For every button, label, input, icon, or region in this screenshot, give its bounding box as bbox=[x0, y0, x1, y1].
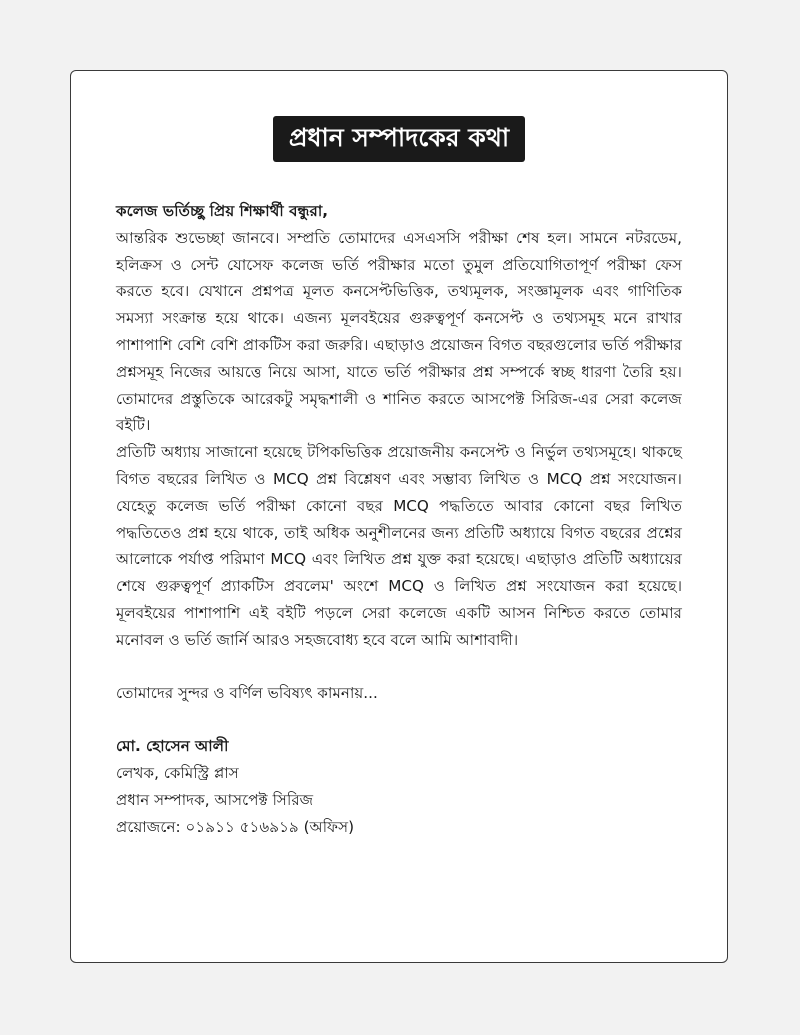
author-role-writer: লেখক, কেমিস্ট্রি প্লাস bbox=[116, 763, 239, 782]
author-role-editor: প্রধান সম্পাদক, আসপেক্ট সিরিজ bbox=[116, 790, 314, 809]
spacer bbox=[116, 654, 682, 681]
title-container bbox=[71, 116, 727, 162]
contact-note: (অফিস) bbox=[303, 817, 355, 836]
paragraph-2: প্রতিটি অধ্যায় সাজানো হয়েছে টপিকভিত্তিক প্রয়োজনীয় কনসেপ্ট ও নির্ভুল তথ্যসমূহে। থাকছে বিগত বছরের লিখিত ও MCQ প্রশ্ন বিশ্লেষণ এবং সম্ভাব্য লিখিত ও MCQ প্রশ্ন সংযোজন। যেহেতু কলেজ ভর্তি পরীক্ষা কোনো বছর MCQ পদ্ধতিতে আবার কোনো বছর লিখিত পদ্ধতিতেও প্রশ্ন হয়ে থাকে, তাই অধিক অনুশীলনের জন্য প্রতিটি অধ্যায়ে বিগত বছরের প্রশ্নের আলোকে পর্যাপ্ত পরিমাণ MCQ এবং লিখিত প্রশ্ন যুক্ত করা হয়েছে। এছাড়াও প্রতিটি অধ্যায়ের শেষে গুরুত্বপূর্ণ প্র্যাকটিস প্রবলেম' অংশে MCQ ও লিখিত প্রশ্ন সংযোজন করা হয়েছে। মূলবইয়ের পাশাপাশি এই বইটি পড়লে সেরা কলেজে একটি আসন নিশ্চিত করতে তোমার মনোবল ও ভর্তি জার্নি আরও সহজবোধ্য হবে বলে আমি আশাবাদী। bbox=[116, 443, 682, 649]
paragraph-1: আন্তরিক শুভেচ্ছা জানবে। সম্প্রতি তোমাদের এসএসসি পরীক্ষা শেষ হল। সামনে নটরডেম, হলিক্রস ও সেন্ট যোসেফ কলেজ ভর্তি পরীক্ষার মতো তুমুল প্রতিযোগিতাপূর্ণ পরীক্ষা ফেস করতে হবে। যেখানে প্রশ্নপত্র মূলত কনসেপ্টভিত্তিক, তথ্যমূলক, সংজ্ঞামূলক এবং গাণিতিক সমস্যা সংক্রান্ত হয়ে থাকে। এজন্য মূলবইয়ের গুরুত্বপূর্ণ কনসেপ্ট ও তথ্যসমূহ মনে রাখার পাশাপাশি বেশি বেশি প্রাকটিস করা জরুরি। এছাড়াও প্রয়োজন বিগত বছরগুলোর ভর্তি পরীক্ষার প্রশ্নসমূহ নিজের আয়ত্তে নিয়ে আসা, যাতে ভর্তি পরীক্ষার প্রশ্ন সম্পর্কে স্বচ্ছ ধারণা তৈরি হয়। তোমাদের প্রস্তুতিকে আরেকটু সমৃদ্ধশালী ও শানিত করতে আসপেক্ট সিরিজ-এর সেরা কলেজ বইটি। bbox=[116, 228, 682, 435]
contact-phone: ০১৯১১ ৫১৬৯১৯ bbox=[185, 817, 299, 836]
salutation: কলেজ ভর্তিচ্ছু প্রিয় শিক্ষার্থী বন্ধুরা, bbox=[116, 202, 329, 220]
signature-block bbox=[116, 733, 682, 840]
editor-note-frame bbox=[70, 70, 728, 963]
page-title: প্রধান সম্পাদকের কথা bbox=[273, 116, 525, 162]
letter-body bbox=[116, 198, 682, 840]
author-name: মো. হোসেন আলী bbox=[116, 737, 229, 756]
contact-line bbox=[116, 814, 682, 841]
closing-line: তোমাদের সুন্দর ও বর্ণিল ভবিষ্যৎ কামনায়... bbox=[116, 684, 378, 703]
contact-label: প্রয়োজনে: bbox=[116, 817, 181, 836]
